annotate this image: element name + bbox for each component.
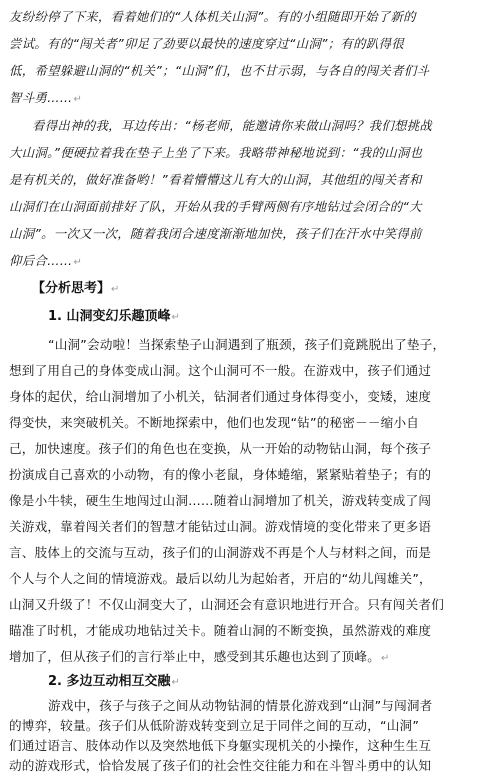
story-line: 大山洞。”便硬拉着我在垫子上坐了下来。我略带神秘地说到：“我的山洞也 — [9, 145, 423, 160]
body-line: “山洞”会动啦！当探索垫子山洞遇到了瓶颈，孩子们竟跳脱出了垫子， — [48, 337, 446, 352]
section-heading: 【分析思考】↵ — [32, 281, 120, 296]
body-line: 们通过语言、肢体动作以及突然地低下身躯实现机关的小操作，这种生生互 — [9, 738, 432, 753]
body-line: 个人与个人之间的情境游戏。最后以幼儿为起始者，开启的“幼儿闯雄关”， — [9, 571, 432, 586]
story-line: 山洞们在山洞面前排好了队，开始从我的手臂两侧有序地钻过会闭合的“大 — [9, 199, 422, 214]
story-line: 看得出神的我，耳边传出：“杨老师，能邀请你来做山洞吗？我们想挑战 — [32, 118, 433, 133]
subheading-1: 1. 山洞变幻乐趣顶峰↵ — [48, 309, 180, 324]
paragraph-mark: ↵ — [73, 94, 83, 105]
body-line: 的博弈，较量。孩子们从低阶游戏转变到立足于同伴之间的互动，“山洞” — [9, 718, 420, 733]
paragraph-mark: ↵ — [171, 312, 180, 323]
body-line: 增加了，但从孩子们的言行举止中，感受到其乐趣也达到了顶峰。↵ — [9, 649, 390, 664]
body-line: 己，加快速度。孩子们的角色也在变换，从一开始的动物钻山洞，每个孩子 — [9, 441, 432, 456]
story-line: 低，希望躲避山洞的“机关”；“山洞”们，也不甘示弱，与各自的闯关者们斗 — [9, 63, 430, 78]
body-line: 身体的起伏，给山洞增加了小机关，钻洞者们通过身体得变小，变矮，速度 — [9, 389, 432, 404]
body-line: 动的游戏形式，恰恰发展了孩子们的社会性交往能力和在斗智斗勇中的认知 — [9, 758, 432, 773]
story-line: 友纷纷停了下来，看着她们的“人体机关山洞”。有的小组随即开始了新的 — [9, 9, 416, 24]
paragraph-mark: ↵ — [171, 677, 180, 688]
story-line: 尝试。有的“闯关者”卯足了劲要以最快的速度穿过“山洞”；有的趴得很 — [9, 36, 404, 51]
paragraph-mark: ↵ — [73, 257, 83, 268]
paragraph-mark: ↵ — [381, 653, 390, 664]
paragraph-mark: ↵ — [111, 284, 120, 295]
body-line: 想到了用自己的身体变成山洞。这个山洞可不一般。在游戏中，孩子们通过 — [9, 363, 432, 378]
body-line: 瞄准了时机，才能成功地钻过关卡。随着山洞的不断变换，虽然游戏的难度 — [9, 623, 432, 638]
story-line: 智斗勇……↵ — [9, 90, 83, 105]
story-line: 是有机关的，做好准备哟！”看着懵懵这儿有大的山洞，其他组的闯关者和 — [9, 172, 422, 187]
body-line: 关游戏，靠着闯关者们的智慧才能钻过山洞。游戏情境的变化带来了更多语 — [9, 519, 432, 534]
body-line: 像是小牛犊，硬生生地闯过山洞……随着山洞增加了机关，游戏转变成了闯 — [9, 493, 432, 508]
body-line: 扮演成自己喜欢的小动物，有的像小老鼠，身体蜷缩，紧紧贴着垫子；有的 — [9, 467, 432, 482]
body-line: 游戏中，孩子与孩子之间从动物钻洞的情景化游戏到“山洞”与闯洞者 — [48, 698, 433, 713]
body-line: 得变快，来突破机关。不断地探索中，他们也发现“钻”的秘密－－缩小自 — [9, 415, 420, 430]
story-line: 山洞”。一次又一次，随着我闭合速度渐渐地加快，孩子们在汗水中笑得前 — [9, 226, 422, 241]
subheading-2: 2. 多边互动相互交融↵ — [48, 674, 180, 689]
body-line: 山洞又升级了！不仅山洞变大了，山洞还会有意识地进行开合。只有闯关者们 — [9, 597, 444, 612]
body-line: 言、肢体上的交流与互动，孩子们的山洞游戏不再是个人与材料之间，而是 — [9, 545, 432, 560]
story-line: 仰后合……↵ — [9, 253, 83, 268]
